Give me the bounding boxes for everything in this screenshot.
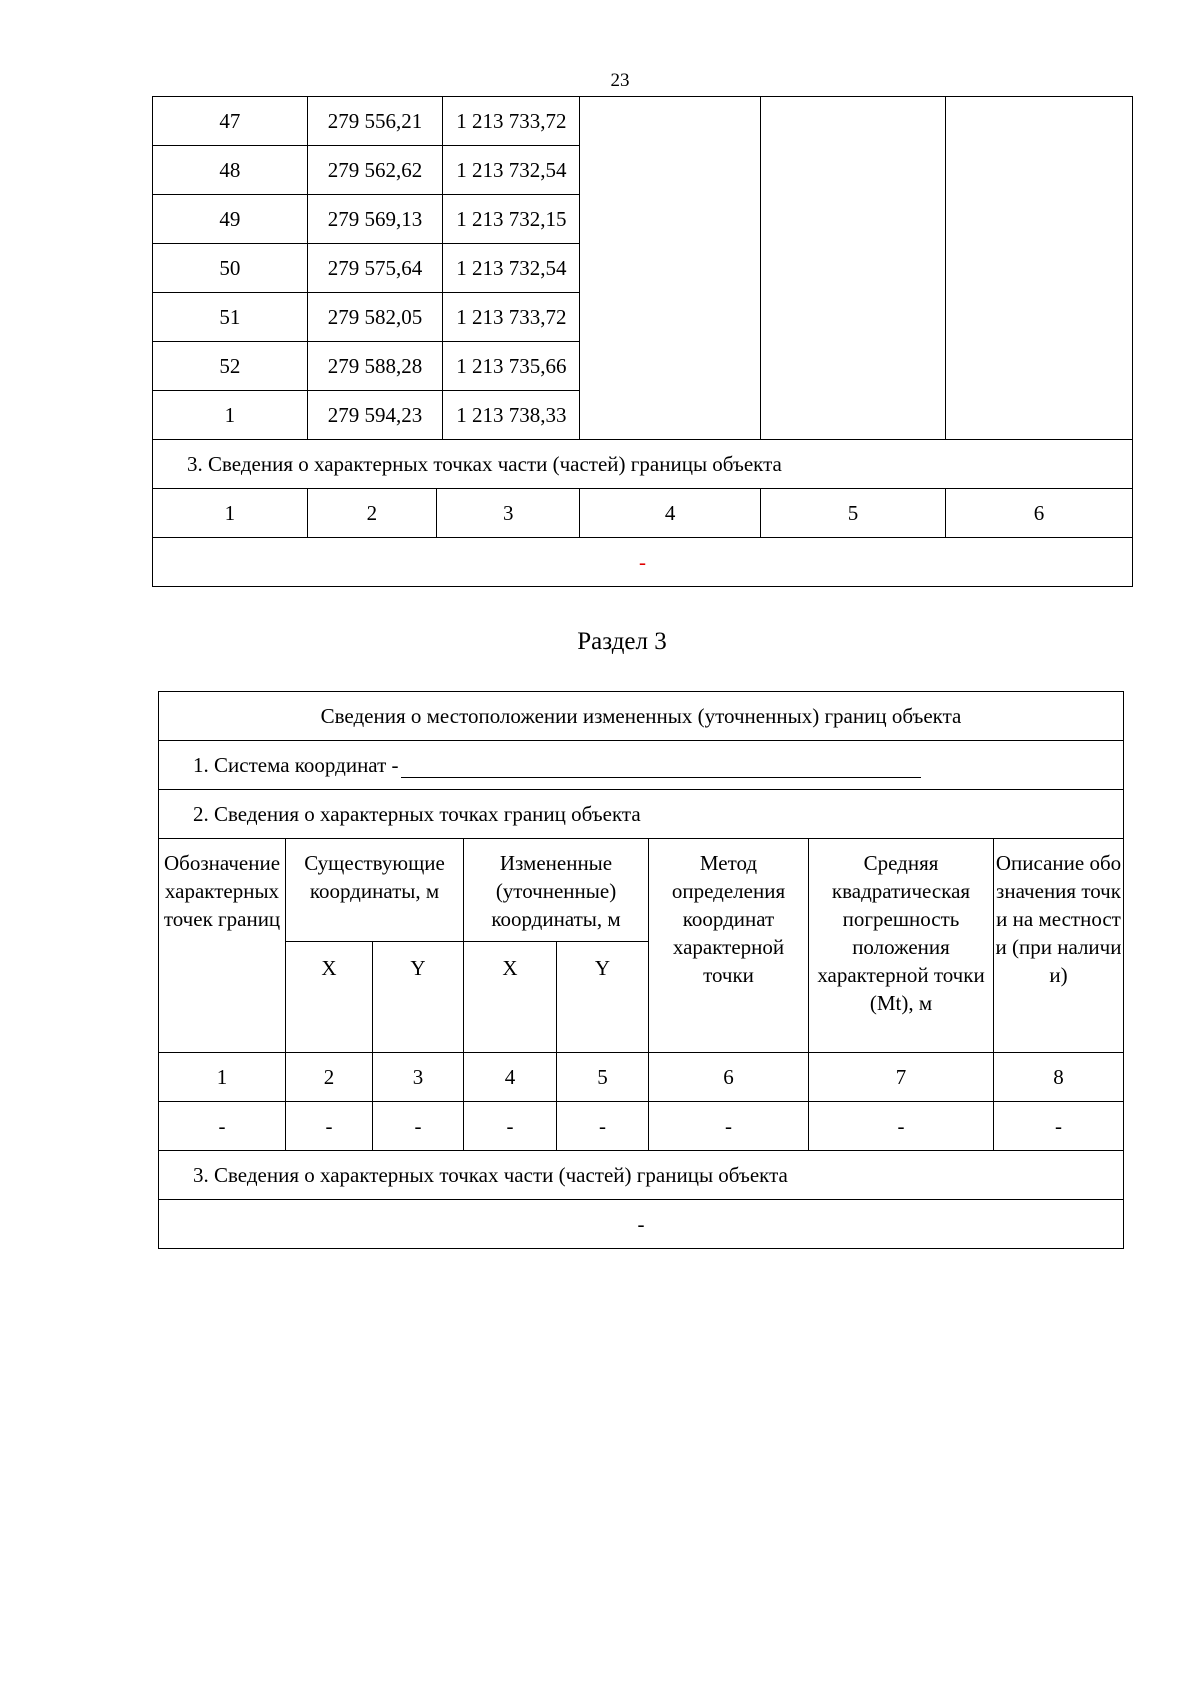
- page-number: 23: [610, 70, 630, 91]
- section3-value: -: [159, 1200, 1124, 1249]
- col-number: 6: [649, 1053, 809, 1102]
- col-number: 2: [286, 1053, 373, 1102]
- col-number: 7: [809, 1053, 994, 1102]
- data-cell: -: [994, 1102, 1124, 1151]
- data-cell: -: [373, 1102, 464, 1151]
- data-cell: -: [557, 1102, 649, 1151]
- point-number: 52: [153, 342, 308, 391]
- section3-title: 3. Сведения о характерных точках части (частей) границы объекта: [159, 1151, 1124, 1200]
- coord-y: 1 213 733,72: [443, 97, 580, 146]
- col-number: 6: [945, 489, 1132, 538]
- coord-x: 279 569,13: [307, 195, 443, 244]
- coord-y: 1 213 732,54: [443, 146, 580, 195]
- points-title: 2. Сведения о характерных точках границ объекта: [159, 790, 1124, 839]
- coord-x: 279 575,64: [307, 244, 443, 293]
- table-title: Сведения о местоположении измененных (уточненных) границ объекта: [159, 692, 1124, 741]
- data-cell: -: [649, 1102, 809, 1151]
- col-number: 2: [307, 489, 437, 538]
- col-number: 5: [557, 1053, 649, 1102]
- column-numbers-row: [159, 1053, 1124, 1102]
- point-number: 50: [153, 244, 308, 293]
- col-number: 8: [994, 1053, 1124, 1102]
- col-number: 3: [373, 1053, 464, 1102]
- col-number: 1: [159, 1053, 286, 1102]
- col-number: 1: [153, 489, 308, 538]
- data-cell: -: [159, 1102, 286, 1151]
- section3-title-row: [153, 440, 1133, 489]
- header-existing: Существующие координаты, м: [286, 839, 464, 942]
- point-number: 1: [153, 391, 308, 440]
- coord-x: 279 588,28: [307, 342, 443, 391]
- section3-title: 3. Сведения о характерных точках части (частей) границы объекта: [153, 440, 1133, 489]
- points-title-row: [159, 790, 1124, 839]
- header-error: Средняя квадратическая погрешность положения характерной точки (Mt), м: [809, 839, 994, 1053]
- col-number: 3: [437, 489, 580, 538]
- empty-data-row: [153, 538, 1133, 587]
- coord-y: 1 213 738,33: [443, 391, 580, 440]
- section3-title-row: [159, 1151, 1124, 1200]
- empty-value: -: [153, 538, 1133, 587]
- error-cell: [761, 97, 946, 440]
- column-numbers-row: [153, 489, 1133, 538]
- coord-x: 279 562,62: [307, 146, 443, 195]
- header-changed-y: Y: [557, 942, 649, 1053]
- col-number: 5: [761, 489, 946, 538]
- description-cell: [945, 97, 1132, 440]
- header-description: Описание обозначения точки на местности (при наличии): [994, 839, 1124, 1053]
- changed-boundaries-table: [158, 691, 1124, 1249]
- header-designation: Обозначение характерных точек границ: [159, 839, 286, 1053]
- header-existing-x: X: [286, 942, 373, 1053]
- header-method: Метод определения координат характерной точки: [649, 839, 809, 1053]
- header-row: [159, 839, 1124, 942]
- section-title: Раздел 3: [577, 628, 667, 655]
- coord-system-blank-line: [401, 755, 921, 778]
- method-cell: [580, 97, 761, 440]
- table-row: [153, 97, 1133, 146]
- header-changed-x: X: [464, 942, 557, 1053]
- coord-system-label: 1. Система координат -: [193, 752, 399, 777]
- point-number: 48: [153, 146, 308, 195]
- col-number: 4: [580, 489, 761, 538]
- coord-y: 1 213 732,15: [443, 195, 580, 244]
- coord-x: 279 582,05: [307, 293, 443, 342]
- data-cell: -: [809, 1102, 994, 1151]
- col-number: 4: [464, 1053, 557, 1102]
- boundary-points-table-continued: [152, 96, 1133, 587]
- coord-x: 279 556,21: [307, 97, 443, 146]
- table-title-row: [159, 692, 1124, 741]
- coord-system: [159, 741, 1124, 790]
- header-changed: Измененные (уточненные) координаты, м: [464, 839, 649, 942]
- coord-system-row: [159, 741, 1124, 790]
- coord-x: 279 594,23: [307, 391, 443, 440]
- section3-value-row: [159, 1200, 1124, 1249]
- point-number: 49: [153, 195, 308, 244]
- point-number: 51: [153, 293, 308, 342]
- table-row: [159, 1102, 1124, 1151]
- coord-y: 1 213 732,54: [443, 244, 580, 293]
- coord-y: 1 213 733,72: [443, 293, 580, 342]
- data-cell: -: [464, 1102, 557, 1151]
- data-cell: -: [286, 1102, 373, 1151]
- header-existing-y: Y: [373, 942, 464, 1053]
- point-number: 47: [153, 97, 308, 146]
- coord-y: 1 213 735,66: [443, 342, 580, 391]
